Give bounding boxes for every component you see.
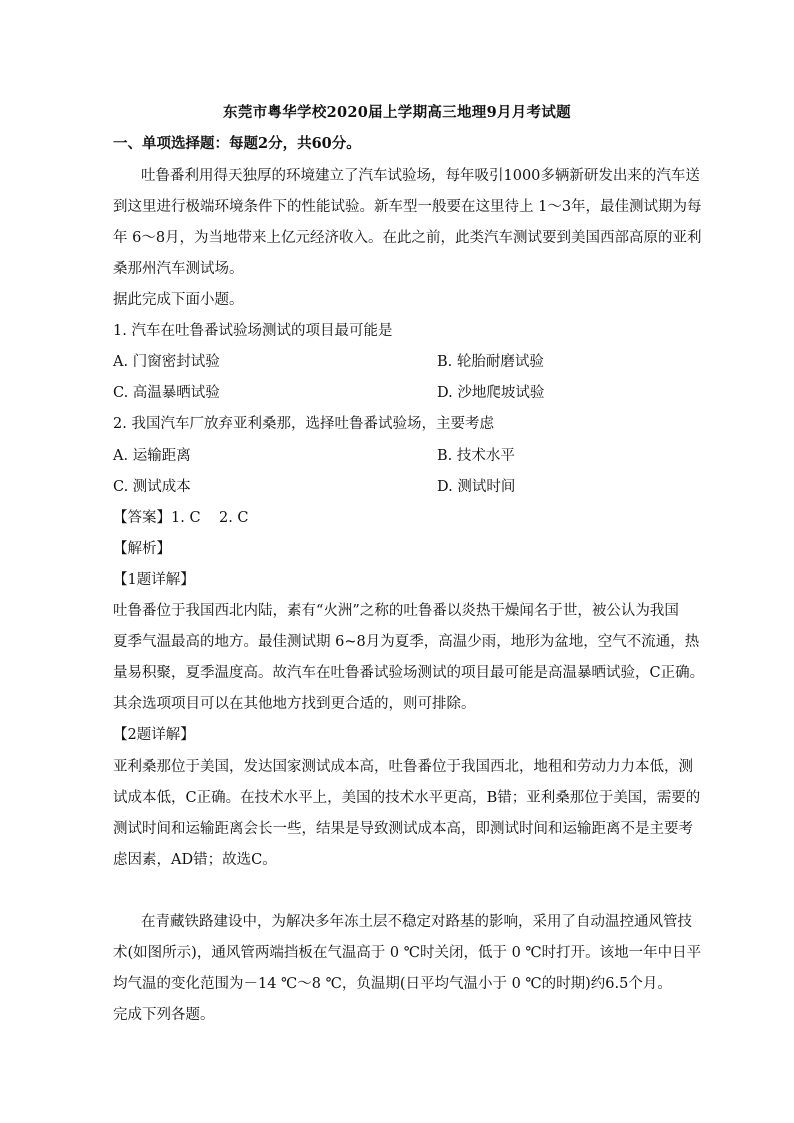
question-1-option-d: D. 沙地爬坡试验 (437, 385, 545, 401)
passage1-line-3: 年 6～8月，为当地带来上亿元经济收入。在此之前，此类汽车测试要到美国西部高原的亚利 (113, 230, 702, 246)
passage1-line-2: 到这里进行极端环境条件下的性能试验。新车型一般要在这里待上 1～3年，最佳测试期为每 (113, 199, 702, 215)
question-1-option-c: C. 高温暴晒试验 (113, 385, 220, 401)
instruction-1: 据此完成下面小题。 (113, 292, 244, 308)
question-2-option-b: B. 技术水平 (437, 448, 515, 464)
detail-2-line-1: 亚利桑那位于美国，发达国家测试成本高，吐鲁番位于我国西北，地租和劳动力力本低，测 (113, 759, 693, 775)
question-2-option-a: A. 运输距离 (113, 448, 191, 464)
detail-2-line-3: 测试时间和运输距离会长一些，结果是导致测试成本高，即测试时间和运输距离不是主要考 (113, 821, 693, 837)
passage2-line-3: 均气温的变化范围为－14 ℃～8 ℃，负温期(日平均气温小于 0 ℃的时期)约6.5个月。 (113, 976, 672, 992)
passage2-line-1: 在青藏铁路建设中，为解决多年冻土层不稳定对路基的影响，采用了自动温控通风管技 (141, 914, 692, 930)
question-2-option-c: C. 测试成本 (113, 479, 191, 495)
detail-2-line-2: 试成本低，C正确。在技术水平上，美国的技术水平更高，B错；亚利桑那位于美国，需要的 (113, 790, 701, 806)
detail-1-line-2: 夏季气温最高的地方。最佳测试期 6~8月为夏季，高温少雨，地形为盆地，空气不流通，热 (113, 634, 700, 650)
detail-2-line-4: 虑因素，AD错；故选C。 (113, 852, 277, 868)
instruction-2: 完成下列各题。 (113, 1007, 215, 1023)
detail-1-line-1: 吐鲁番位于我国西北内陆，素有“火洲”之称的吐鲁番以炎热干燥闻名于世，被公认为我国 (113, 603, 679, 619)
detail-2-heading: 【2题详解】 (113, 727, 195, 743)
answer-line: 【答案】1. C 2. C (113, 510, 249, 526)
section-heading: 一、单项选择题：每题2分，共60分。 (113, 135, 361, 152)
question-1-stem: 1. 汽车在吐鲁番试验场测试的项目最可能是 (113, 323, 393, 339)
question-1-option-b: B. 轮胎耐磨试验 (437, 354, 544, 370)
detail-1-line-4: 其余选项项目可以在其他地方找到更合适的，则可排除。 (113, 696, 476, 712)
detail-1-line-3: 量易积聚，夏季温度高。故汽车在吐鲁番试验场测试的项目最可能是高温暴晒试验，C正确。 (113, 665, 705, 681)
passage2-line-2: 术(如图所示)，通风管两端挡板在气温高于 0 ℃时关闭，低于 0 ℃时打开。该地一年中日平 (113, 945, 702, 961)
page-title: 东莞市粤华学校2020届上学期高三地理9月月考试题 (223, 104, 571, 121)
question-2-stem: 2. 我国汽车厂放弃亚利桑那，选择吐鲁番试验场，主要考虑 (113, 416, 494, 432)
passage1-line-1: 吐鲁番利用得天独厚的环境建立了汽车试验场，每年吸引1000多辆新研发出来的汽车送 (141, 168, 700, 184)
analysis-heading: 【解析】 (113, 541, 171, 557)
question-1-option-a: A. 门窗密封试验 (113, 354, 220, 370)
detail-1-heading: 【1题详解】 (113, 572, 195, 588)
passage1-line-4: 桑那州汽车测试场。 (113, 261, 244, 277)
question-2-option-d: D. 测试时间 (437, 479, 516, 495)
